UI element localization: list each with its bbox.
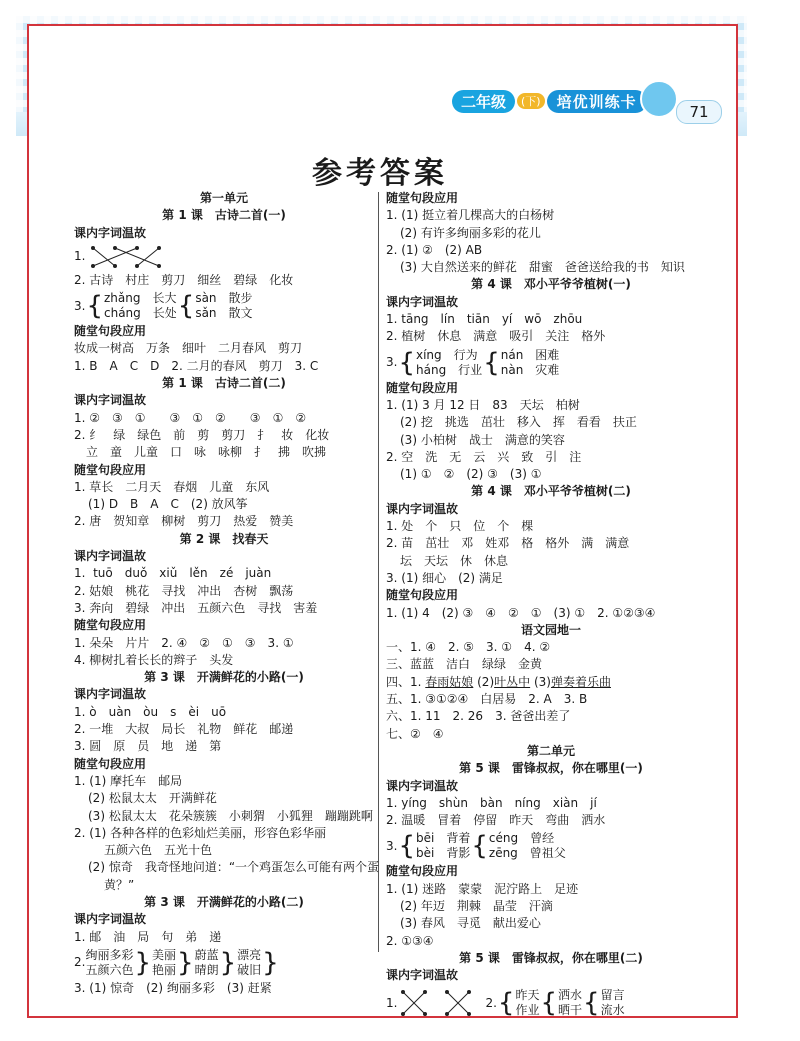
answer-line: (3) 春风 寻觅 献出爱心	[400, 916, 541, 931]
lesson-title: 第 5 课 雷锋叔叔，你在哪里(二)	[459, 950, 643, 965]
answer-line: 4. 柳树扎着长长的辫子 头发	[74, 652, 234, 667]
answer-line: 三、蓝蓝 洁白 绿绿 金黄	[386, 657, 543, 672]
answer-line: 1. 2. { 昨天 作业 { 洒水 晒干 { 留言 流水	[386, 988, 625, 1019]
answer-line: 3. { zhǎng 长大 cháng 长处 { sàn 散步 sǎn 散文	[74, 291, 253, 322]
lesson-title: 第 4 课 邓小平爷爷植树(一)	[471, 277, 631, 292]
answer-line: (1) ① ② (2) ③ (3) ①	[400, 467, 542, 482]
answer-line: 1. tāng lín tiān yí wō zhōu	[386, 312, 583, 327]
page-title: 参考答案	[312, 156, 448, 191]
section-heading: 随堂句段应用	[386, 588, 459, 603]
answer-line: 1. (1) 3 月 12 日 83 天坛 柏树	[386, 397, 580, 412]
answer-line: (2) 惊奇 我奇怪地问道：“一个鸡蛋怎么可能有两个蛋	[88, 860, 380, 875]
section-heading: 随堂句段应用	[74, 756, 147, 771]
answer-line: (2) 年迈 荆棘 晶莹 汗滴	[400, 898, 553, 913]
matching-lines-icon	[397, 988, 477, 1018]
grade-label: 二年级	[452, 90, 515, 113]
section-heading: 课内字词温故	[74, 687, 147, 702]
section-heading: 课内字词温故	[74, 393, 147, 408]
section-heading: 课内字词温故	[74, 912, 147, 927]
answer-line: 2. 一堆 大叔 局长 礼物 鲜花 邮递	[74, 722, 294, 737]
lesson-title: 第 3 课 开满鲜花的小路(一)	[144, 670, 304, 685]
answer-line: 3. { bēi 背着 bèi 背影 { céng 曾经 zēng 曾祖父	[386, 831, 566, 862]
lesson-title: 第 4 课 邓小平爷爷植树(二)	[471, 484, 631, 499]
answer-line: 1. yíng shùn bàn níng xiàn jí	[386, 795, 597, 810]
lesson-title: 第 1 课 古诗二首(二)	[162, 376, 286, 391]
answer-line: 1. 朵朵 片片 2. ④ ② ① ③ 3. ①	[74, 635, 294, 650]
series-title: 培优训练卡	[547, 90, 647, 113]
answer-line: (3) 大自然送来的鲜花 甜蜜 爸爸送给我的书 知识	[400, 260, 685, 275]
answer-line: 1. B A C D 2. 二月的春风 剪刀 3. C	[74, 358, 319, 373]
term-label: (下)	[517, 93, 545, 109]
answer-line: (2) 挖 挑选 茁壮 移入 挥 看看 扶正	[400, 415, 637, 430]
answer-line: 1. (1) 迷路 蒙蒙 泥泞路上 足迹	[386, 881, 579, 896]
answer-line: 2. (1) 各种各样的色彩灿烂美丽，形容色彩华丽	[74, 825, 327, 840]
answer-line: (1) D B A C (2) 放风筝	[88, 497, 248, 512]
answer-line: 3. 奔向 碧绿 冲出 五颜六色 寻找 害羞	[74, 600, 318, 615]
page-number: 71	[676, 100, 722, 124]
answer-line: 立 童 儿童 口 咏 咏柳 扌 拂 吹拂	[74, 445, 327, 460]
answer-line: 1. 处 个 只 位 个 棵	[386, 519, 534, 534]
left-column	[74, 190, 380, 997]
section-heading: 课内字词温故	[74, 225, 147, 240]
answer-line: 妆成一树高 万条 细叶 二月春风 剪刀	[74, 341, 303, 356]
answer-line: 3. (1) 惊奇 (2) 绚丽多彩 (3) 赶紧	[74, 980, 272, 995]
answer-line: 一、1. ④ 2. ⑤ 3. ① 4. ②	[386, 640, 551, 655]
answer-line: 六、1. 11 2. 26 3. 爸爸出差了	[386, 709, 571, 724]
answer-line: 2. 温暖 冒着 停留 昨天 弯曲 洒水	[386, 813, 606, 828]
answer-line: 1. 邮 油 局 句 弟 递	[74, 929, 222, 944]
matching-lines-icon	[85, 244, 165, 270]
section-heading: 随堂句段应用	[386, 380, 459, 395]
answer-line: 2. 古诗 村庄 剪刀 细丝 碧绿 化妆	[74, 272, 294, 287]
answer-line: 1. ò uàn òu s èi uō	[74, 704, 227, 719]
answer-line: 五、1. ③①②④ 白居易 2. A 3. B	[386, 692, 588, 707]
answer-line: 1. (1) 4 (2) ③ ④ ② ① (3) ① 2. ①②③④	[386, 605, 656, 620]
answer-line: (3) 小柏树 战士 满意的笑容	[400, 432, 565, 447]
answer-line: 黄？”	[104, 877, 135, 892]
answer-line: 2. (1) ② (2) AB	[386, 242, 483, 257]
answer-line: (2) 有许多绚丽多彩的花儿	[400, 225, 541, 240]
section-heading: 随堂句段应用	[74, 462, 147, 477]
answer-line: 2. 纟 绿 绿色 前 剪 剪刀 扌 妆 化妆	[74, 427, 330, 442]
answer-line: (2) 松鼠太太 开满鲜花	[88, 791, 217, 806]
answer-line: 1. tuō duǒ xiǔ lěn zé juàn	[74, 566, 272, 581]
brand-logo	[452, 88, 647, 114]
section-heading: 随堂句段应用	[74, 618, 147, 633]
section-heading: 随堂句段应用	[386, 191, 459, 205]
answer-line: 五颜六色 五光十色	[104, 843, 213, 858]
answer-line: 1.	[74, 242, 374, 272]
answer-line: 2. ①③④	[386, 933, 434, 948]
answer-line: 1. ② ③ ① ③ ① ② ③ ① ②	[74, 410, 307, 425]
answer-line: 3. 圆 原 员 地 递 第	[74, 739, 222, 754]
answer-line: 2. 唐 贺知章 柳树 剪刀 热爱 赞美	[74, 514, 294, 529]
answer-line: 1. 草长 二月天 春烟 儿童 东风	[74, 479, 270, 494]
lesson-title: 第 5 课 雷锋叔叔，你在哪里(一)	[459, 761, 643, 776]
section-heading: 课内字词温故	[386, 501, 459, 516]
section-heading: 课内字词温故	[74, 549, 147, 564]
answer-line: (3) 松鼠太太 花朵簇簇 小刺猬 小狐狸 蹦蹦跳啊	[88, 808, 373, 823]
answer-line: 2. 姑娘 桃花 寻找 冲出 杏树 飘荡	[74, 583, 294, 598]
section-heading: 随堂句段应用	[74, 324, 147, 339]
column-divider	[378, 192, 379, 952]
answer-line: 3. { xíng 行为 háng 行业 { nán 困难 nàn 灾难	[386, 347, 560, 378]
section-heading: 课内字词温故	[386, 294, 459, 309]
answer-line: 1. (1) 挺立着几棵高大的白杨树	[386, 208, 555, 223]
answer-line: 2. 空 洗 无 云 兴 致 引 注	[386, 449, 582, 464]
answer-line: 七、② ④	[386, 726, 444, 741]
unit-heading: 第一单元	[199, 191, 248, 205]
section-heading: 课内字词温故	[386, 968, 459, 983]
lesson-title: 第 2 课 找春天	[179, 531, 269, 546]
answer-line: 3. (1) 细心 (2) 满足	[386, 570, 503, 585]
right-column	[386, 190, 716, 1022]
lesson-title: 第 1 课 古诗二首(一)	[162, 208, 286, 223]
answer-line: 坛 天坛 休 休息	[400, 553, 509, 568]
answer-line: 1. (1) 摩托车 邮局	[74, 773, 183, 788]
answer-line: 2. 苗 茁壮 邓 姓邓 格 格外 满 满意	[386, 536, 630, 551]
garden-heading: 语文园地一	[520, 622, 581, 637]
mascot-icon	[640, 80, 678, 118]
lesson-title: 第 3 课 开满鲜花的小路(二)	[144, 894, 304, 909]
answer-line: 2. 绚丽多彩 五颜六色 } 美丽 艳丽 } 蔚蓝 晴朗 } 漂亮 破旧 }	[74, 947, 279, 978]
answer-line: 2. 植树 休息 满意 吸引 关注 格外	[386, 329, 606, 344]
section-heading: 课内字词温故	[386, 778, 459, 793]
unit-heading: 第二单元	[526, 743, 575, 758]
answer-line: 四、1. 春雨姑娘 (2)叶丛中 (3)弹奏着乐曲	[386, 674, 611, 689]
section-heading: 随堂句段应用	[386, 864, 459, 879]
